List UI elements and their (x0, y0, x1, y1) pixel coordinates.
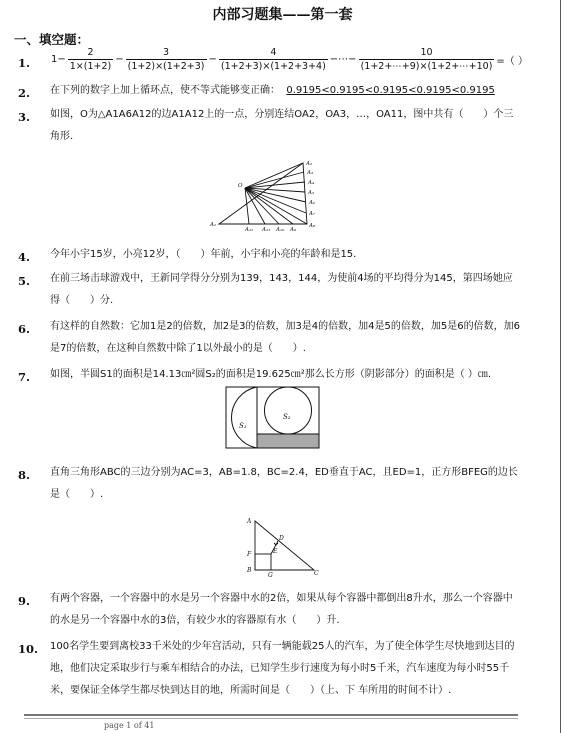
question-3-text: 如图，O为△A1A6A12的边A1A12上的一点，分别连结OA2，OA3，…，OA11，图中共有（ ）个三角形. (50, 109, 514, 142)
question-5-text: 在前三场击球游戏中，王新同学得分分别为139，143，144，为使前4场的平均得分为145，第四场她应得（ ）分. (50, 273, 513, 306)
footer-rule (24, 718, 518, 719)
question-7-text: 如图，半圆S1的面积是14.13㎝²圆S₂的面积是19.625㎝²那么长方形（阴影部分）的面积是（ ）㎝. (50, 369, 492, 380)
question-number: 7. (18, 370, 31, 384)
triangle-fan-figure (205, 160, 320, 232)
question-8-text: 直角三角形ABC的三边分别为AC=3，AB=1.8，BC=2.4，ED垂直于AC，且ED=1，正方形BFEG的边长是（ ）. (50, 467, 518, 500)
question-number: 2. (18, 86, 31, 100)
label-A11: A₁₁ (262, 227, 271, 232)
question-9-text: 有两个容器，一个容器中的水是另一个容器中水的2倍，如果从每个容器中都倒出8升水，那么一个容器中的水是另一个容器中水的3倍，有较少水的容器原有水（ ）升. (50, 593, 513, 626)
label-A9: A₉ (290, 227, 297, 232)
label-D: D (279, 535, 284, 542)
label-A1: A₁ (210, 222, 217, 228)
question-6-text: 有这样的自然数：它加1是2的倍数，加2是3的倍数，加3是4的倍数，加4是5的倍数，加5是6的倍数，加6是7的倍数，在这种自然数中除了1以外最小的是（ ）. (50, 321, 520, 354)
fraction: $\frac{10}{(1+2+\cdots+9)\times(1+2+\cdots+10)}$ (360, 47, 493, 72)
label-A: A (247, 518, 252, 525)
label-S2: S₂ (283, 413, 291, 421)
question-number: 9. (18, 594, 31, 608)
formula-lead: 1− (51, 54, 66, 65)
question-number: 4. (18, 250, 31, 264)
label-A10: A₁₀ (276, 227, 285, 232)
question-1-formula (50, 46, 529, 73)
fraction: $\frac{3}{(1+2)\times(1+2+3)}$ (127, 47, 205, 72)
footer-rule (24, 714, 518, 716)
question-number: 10. (18, 642, 39, 656)
fraction: $\frac{2}{1\times(1+2)}$ (69, 47, 112, 72)
minus-sign: − (115, 54, 124, 65)
question-number: 3. (18, 110, 31, 124)
label-A7: A₇ (309, 211, 316, 217)
question-10-text: 100名学生要到离校33千米处的少年宫活动，只有一辆能载25人的汽车，为了使全体学生尽快地到达目的地，他们决定采取步行与乘车相结合的办法，已知学生步行速度为每小时5千米，汽车速度为每小时55千米，要保证全体学生都尽快到达目的地，所需时间是（ ）（上、下 车所用的时间不计）. (50, 641, 515, 696)
answer-blank: =（ ） (496, 56, 528, 67)
question-4-text: 今年小宇15岁，小亮12岁，（ ）年前，小宇和小亮的年龄和是15. (50, 249, 357, 260)
question-2-text: 在下列的数字上加上循环点，使不等式能够变正确： 0.9195<0.9195<0.9195<0.9195<0.9195 (50, 85, 495, 96)
label-F: F (247, 551, 252, 558)
minus-sign: − (208, 54, 217, 65)
label-A3: A₃ (307, 170, 314, 176)
question-number: 1. (18, 56, 31, 70)
label-A6: A₆ (309, 200, 316, 206)
page-number: page 1 of 41 (104, 721, 155, 730)
label-A4: A₄ (308, 180, 315, 186)
page-title: 内部习题集——第一套 (212, 7, 353, 23)
semicircle-circle-figure (225, 386, 325, 450)
fraction: $\frac{4}{(1+2+3)\times(1+2+3+4)}$ (220, 47, 326, 72)
label-A8: A₈ (309, 223, 316, 229)
section-heading: 一、填空题： (14, 32, 90, 47)
label-S1: S₁ (239, 422, 247, 430)
label-C: C (314, 570, 319, 577)
label-B: B (247, 567, 252, 574)
inequality: 0.9195<0.9195<0.9195<0.9195<0.9195 (286, 85, 495, 96)
question-number: 6. (18, 322, 31, 336)
question-number: 8. (18, 468, 31, 482)
question-number: 5. (18, 274, 31, 288)
right-triangle-figure (244, 514, 326, 578)
label-A12: A₁₂ (245, 227, 254, 232)
ellipsis: −⋯− (329, 54, 357, 65)
label-O: O (238, 183, 243, 189)
label-G: G (268, 572, 273, 578)
label-A5: A₅ (308, 190, 315, 196)
label-E: E (273, 548, 278, 555)
page-edge-rule (560, 0, 561, 733)
label-A2: A₂ (306, 161, 313, 167)
